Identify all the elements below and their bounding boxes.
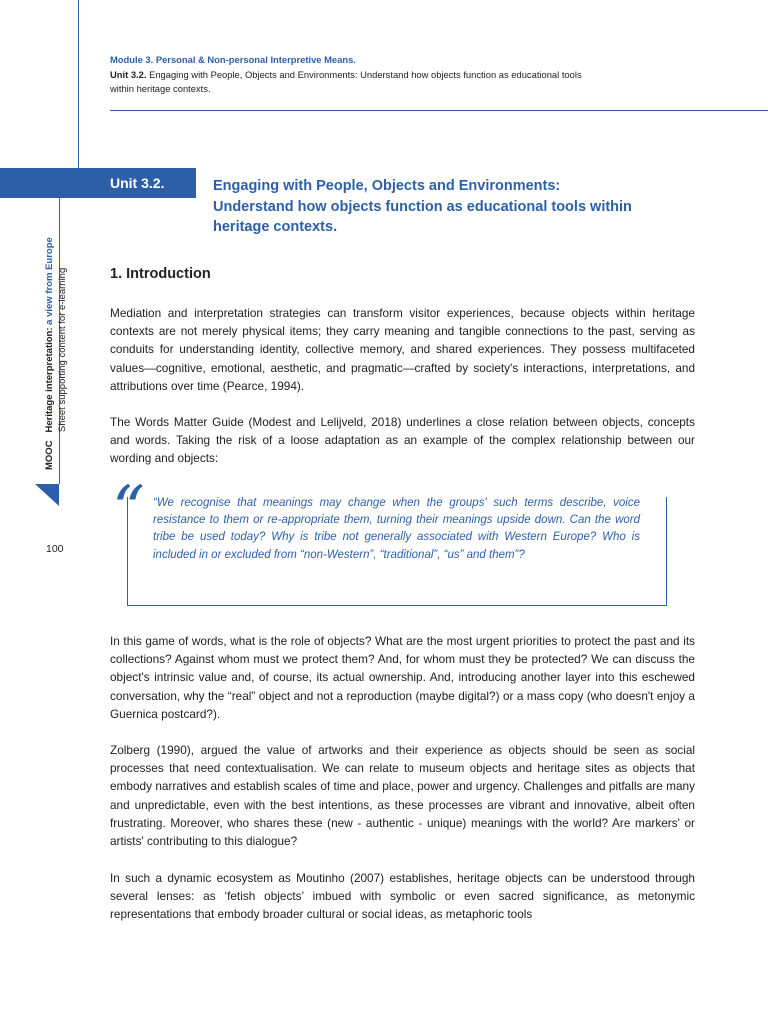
sidebar-subtitle: Sheet supporting content for e-learning <box>56 267 68 432</box>
sidebar-series-accent: a view from Europe <box>44 237 55 325</box>
sidebar-series: Heritage interpretation: <box>44 324 55 433</box>
unit-title: Engaging with People, Objects and Environments: Understand how objects function as educational tools within heritage contexts. <box>213 178 632 235</box>
running-header <box>110 53 590 96</box>
running-header-unit-label: Unit 3.2. <box>110 69 147 80</box>
running-header-unit-text: Engaging with People, Objects and Environments: Understand how objects function as educational tools within heritage contexts. <box>110 69 582 94</box>
sidebar-text <box>44 237 69 470</box>
paragraph-2: The Words Matter Guide (Modest and Lelijveld, 2018) underlines a close relation between objects, concepts and words. Taking the risk of a loose adaptation as an example of the complex relationship between our wording and objects: <box>110 415 695 466</box>
header-rule <box>110 110 768 111</box>
top-vertical-rule <box>78 0 79 168</box>
quote-mark-icon: “ <box>112 473 145 547</box>
paragraph-1: Mediation and interpretation strategies can transform visitor experiences, because objects within heritage contexts are not merely physical items; they carry meaning and tangible connections to the past, serving as conduits for understanding identity, collective memory, and shared experiences. They possess multifaceted values—cognitive, emotional, aesthetic, and pragmatic—crafted by society's interactions, interpretations, and attributions over time (Pearce, 1994). <box>110 306 695 393</box>
paragraph-4: Zolberg (1990), argued the value of artworks and their experience as objects should be seen as social processes that need contextualisation. We can relate to museum objects and heritage sites as objects that embody narratives and establish scales of time and place, power and urgency. Challenges and pitfalls are many and unpredictable, even with the best intentions, as these processes are vibrant and innovative, albeit often frustrating. Moreover, who shares these (new - authentic - unique) meanings with the world? Are markers' or artists' contributing to this dialogue? <box>110 743 695 849</box>
sidebar-mooc: MOOC <box>44 440 55 470</box>
unit-band <box>0 168 196 198</box>
sidebar-corner <box>35 484 59 506</box>
sidebar-series-line <box>44 237 57 470</box>
unit-label: Unit 3.2. <box>110 175 165 191</box>
running-header-module: Module 3. Personal & Non-personal Interpretive Means. <box>110 54 356 65</box>
section-heading: 1. Introduction <box>110 266 211 282</box>
paragraph-5: In such a dynamic ecosystem as Moutinho (2007) establishes, heritage objects can be understood through several lenses: as ‘fetish objects’ imbued with symbolic or even sacred significance, as metonymic representations that embody broader cultural or social ideas, as metaphoric tools <box>110 871 695 922</box>
running-header-unit <box>110 68 590 96</box>
paragraph-3: In this game of words, what is the role of objects? What are the most urgent priorities to protect the past and its collections? Against whom must we protect them? And, for whom must they be protected? We can discuss the object's intrinsic value and, of course, its actual ownership. And, introducing another layer into this eschewed conversation, why the “real” object and not a reproduction (maybe digital?) or a mass copy (who doesn't enjoy a Guernica postcard?). <box>110 634 695 721</box>
page-number: 100 <box>46 543 64 555</box>
quote-text: “We recognise that meanings may change when the groups' such terms describe, voice resistance to them or re-appropriate them, turning their meanings upside down. Can the word tribe be used today? Why is tribe not generally associated with Western Europe? Who is included in or excluded from “non-Western”, “traditional”, “us” and them”? <box>153 497 640 561</box>
